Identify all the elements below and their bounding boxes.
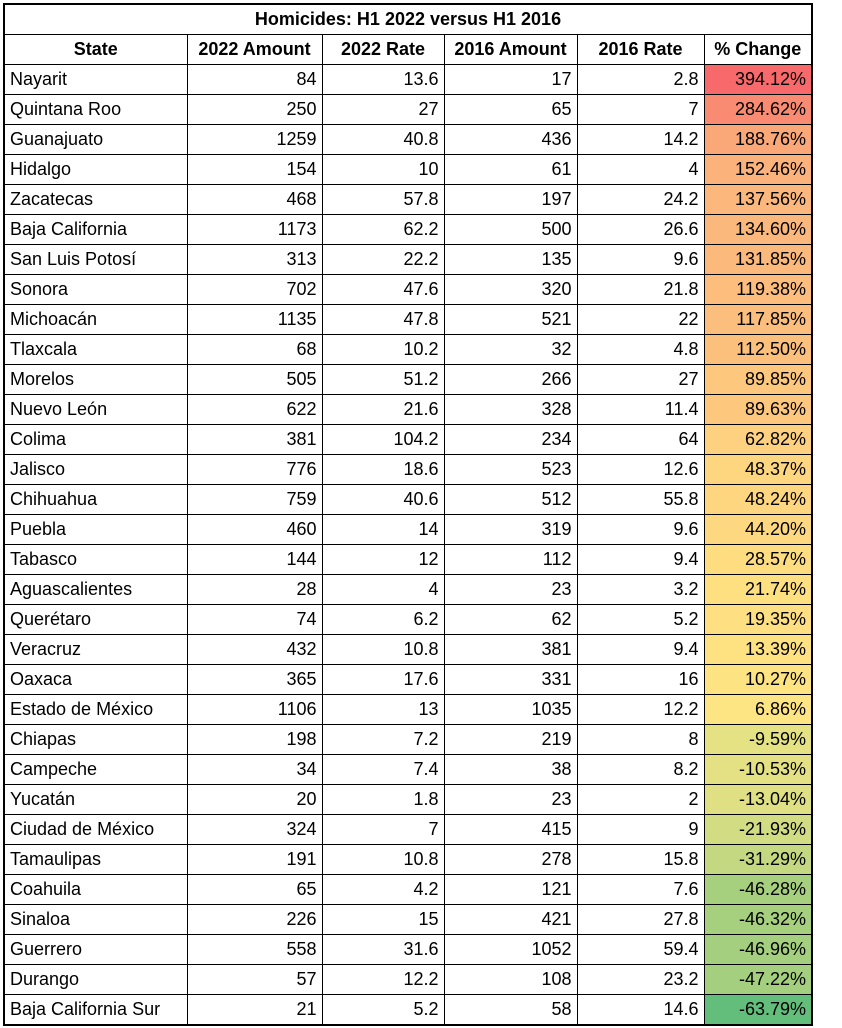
- cell-2022-amount[interactable]: 1259: [187, 125, 322, 155]
- cell-2016-amount[interactable]: 1035: [444, 695, 577, 725]
- cell-state[interactable]: Sonora: [4, 275, 187, 305]
- cell-2022-amount[interactable]: 154: [187, 155, 322, 185]
- cell-state[interactable]: Querétaro: [4, 605, 187, 635]
- table-row: [4, 575, 812, 605]
- cell-2016-rate[interactable]: 22: [577, 305, 704, 335]
- cell-state[interactable]: Zacatecas: [4, 185, 187, 215]
- cell-2022-amount[interactable]: 65: [187, 875, 322, 905]
- cell-pct-change[interactable]: 28.57%: [704, 545, 812, 575]
- cell-2016-rate[interactable]: 9: [577, 815, 704, 845]
- cell-2022-amount[interactable]: 21: [187, 995, 322, 1026]
- cell-2016-rate[interactable]: 24.2: [577, 185, 704, 215]
- cell-pct-change[interactable]: 131.85%: [704, 245, 812, 275]
- table-row: [4, 245, 812, 275]
- cell-2022-rate[interactable]: 51.2: [322, 365, 444, 395]
- cell-2022-rate[interactable]: 27: [322, 95, 444, 125]
- table-row: [4, 905, 812, 935]
- cell-state[interactable]: Puebla: [4, 515, 187, 545]
- cell-2016-amount[interactable]: 415: [444, 815, 577, 845]
- cell-2016-rate[interactable]: 8.2: [577, 755, 704, 785]
- cell-pct-change[interactable]: 394.12%: [704, 65, 812, 95]
- cell-state[interactable]: Oaxaca: [4, 665, 187, 695]
- cell-state[interactable]: Guanajuato: [4, 125, 187, 155]
- cell-2022-rate[interactable]: 22.2: [322, 245, 444, 275]
- cell-2022-rate[interactable]: 104.2: [322, 425, 444, 455]
- cell-2022-amount[interactable]: 191: [187, 845, 322, 875]
- cell-2022-amount[interactable]: 324: [187, 815, 322, 845]
- cell-2016-rate[interactable]: 3.2: [577, 575, 704, 605]
- table-row: [4, 725, 812, 755]
- cell-pct-change[interactable]: 62.82%: [704, 425, 812, 455]
- cell-2022-rate[interactable]: 13: [322, 695, 444, 725]
- cell-pct-change[interactable]: -31.29%: [704, 845, 812, 875]
- cell-2016-rate[interactable]: 9.4: [577, 545, 704, 575]
- cell-2016-rate[interactable]: 26.6: [577, 215, 704, 245]
- cell-2016-rate[interactable]: 5.2: [577, 605, 704, 635]
- cell-2016-rate[interactable]: 14.6: [577, 995, 704, 1026]
- table-row: [4, 455, 812, 485]
- table-row: [4, 815, 812, 845]
- cell-state[interactable]: Tamaulipas: [4, 845, 187, 875]
- cell-2016-rate[interactable]: 9.6: [577, 245, 704, 275]
- cell-state[interactable]: Durango: [4, 965, 187, 995]
- table-row: [4, 965, 812, 995]
- cell-2022-rate[interactable]: 57.8: [322, 185, 444, 215]
- cell-2016-rate[interactable]: 9.4: [577, 635, 704, 665]
- cell-pct-change[interactable]: -13.04%: [704, 785, 812, 815]
- cell-2022-amount[interactable]: 432: [187, 635, 322, 665]
- cell-pct-change[interactable]: 19.35%: [704, 605, 812, 635]
- cell-2016-amount[interactable]: 38: [444, 755, 577, 785]
- cell-state[interactable]: Baja California Sur: [4, 995, 187, 1026]
- table-row: [4, 365, 812, 395]
- cell-state[interactable]: Estado de México: [4, 695, 187, 725]
- cell-2016-rate[interactable]: 27.8: [577, 905, 704, 935]
- cell-2016-rate[interactable]: 7: [577, 95, 704, 125]
- cell-2016-rate[interactable]: 55.8: [577, 485, 704, 515]
- cell-state[interactable]: Aguascalientes: [4, 575, 187, 605]
- table-row: [4, 665, 812, 695]
- cell-2016-rate[interactable]: 11.4: [577, 395, 704, 425]
- cell-pct-change[interactable]: -63.79%: [704, 995, 812, 1026]
- cell-pct-change[interactable]: 137.56%: [704, 185, 812, 215]
- cell-2022-rate[interactable]: 7: [322, 815, 444, 845]
- cell-2022-amount[interactable]: 776: [187, 455, 322, 485]
- cell-2016-amount[interactable]: 58: [444, 995, 577, 1026]
- cell-2016-amount[interactable]: 436: [444, 125, 577, 155]
- cell-2016-amount[interactable]: 381: [444, 635, 577, 665]
- cell-2016-amount[interactable]: 331: [444, 665, 577, 695]
- table-row: [4, 185, 812, 215]
- cell-2022-amount[interactable]: 74: [187, 605, 322, 635]
- cell-pct-change[interactable]: -21.93%: [704, 815, 812, 845]
- cell-2022-rate[interactable]: 10.2: [322, 335, 444, 365]
- cell-state[interactable]: Morelos: [4, 365, 187, 395]
- cell-2022-rate[interactable]: 6.2: [322, 605, 444, 635]
- table-row: [4, 155, 812, 185]
- cell-2016-rate[interactable]: 4.8: [577, 335, 704, 365]
- cell-2016-amount[interactable]: 1052: [444, 935, 577, 965]
- table-row: [4, 95, 812, 125]
- table-row: [4, 515, 812, 545]
- cell-state[interactable]: Tlaxcala: [4, 335, 187, 365]
- table-row: [4, 995, 812, 1026]
- cell-pct-change[interactable]: 152.46%: [704, 155, 812, 185]
- cell-2016-amount[interactable]: 266: [444, 365, 577, 395]
- cell-2016-amount[interactable]: 219: [444, 725, 577, 755]
- cell-2016-amount[interactable]: 197: [444, 185, 577, 215]
- cell-2016-amount[interactable]: 328: [444, 395, 577, 425]
- cell-2022-rate[interactable]: 14: [322, 515, 444, 545]
- cell-2016-amount[interactable]: 108: [444, 965, 577, 995]
- cell-state[interactable]: Campeche: [4, 755, 187, 785]
- cell-pct-change[interactable]: -47.22%: [704, 965, 812, 995]
- table-row: [4, 215, 812, 245]
- cell-2022-amount[interactable]: 759: [187, 485, 322, 515]
- homicides-table: [3, 3, 813, 1026]
- cell-2016-rate[interactable]: 59.4: [577, 935, 704, 965]
- cell-2022-rate[interactable]: 40.6: [322, 485, 444, 515]
- cell-2022-rate[interactable]: 5.2: [322, 995, 444, 1026]
- cell-2022-amount[interactable]: 381: [187, 425, 322, 455]
- cell-2022-rate[interactable]: 7.2: [322, 725, 444, 755]
- cell-state[interactable]: Chiapas: [4, 725, 187, 755]
- cell-state[interactable]: Chihuahua: [4, 485, 187, 515]
- cell-2016-rate[interactable]: 27: [577, 365, 704, 395]
- cell-2016-amount[interactable]: 112: [444, 545, 577, 575]
- cell-pct-change[interactable]: 13.39%: [704, 635, 812, 665]
- table-row: [4, 875, 812, 905]
- cell-pct-change[interactable]: -9.59%: [704, 725, 812, 755]
- cell-pct-change[interactable]: 44.20%: [704, 515, 812, 545]
- cell-pct-change[interactable]: 89.85%: [704, 365, 812, 395]
- cell-2016-rate[interactable]: 4: [577, 155, 704, 185]
- cell-2016-rate[interactable]: 23.2: [577, 965, 704, 995]
- cell-2016-amount[interactable]: 32: [444, 335, 577, 365]
- table-row: [4, 755, 812, 785]
- cell-2022-rate[interactable]: 10: [322, 155, 444, 185]
- table-row: [4, 785, 812, 815]
- cell-pct-change[interactable]: 188.76%: [704, 125, 812, 155]
- cell-2022-rate[interactable]: 10.8: [322, 845, 444, 875]
- cell-2022-amount[interactable]: 1106: [187, 695, 322, 725]
- cell-2022-rate[interactable]: 31.6: [322, 935, 444, 965]
- cell-2022-rate[interactable]: 7.4: [322, 755, 444, 785]
- cell-2022-amount[interactable]: 57: [187, 965, 322, 995]
- cell-2022-amount[interactable]: 68: [187, 335, 322, 365]
- cell-2022-amount[interactable]: 144: [187, 545, 322, 575]
- cell-2022-rate[interactable]: 4: [322, 575, 444, 605]
- cell-2016-amount[interactable]: 319: [444, 515, 577, 545]
- cell-2022-rate[interactable]: 1.8: [322, 785, 444, 815]
- cell-2016-amount[interactable]: 523: [444, 455, 577, 485]
- cell-state[interactable]: Jalisco: [4, 455, 187, 485]
- cell-2022-rate[interactable]: 10.8: [322, 635, 444, 665]
- cell-pct-change[interactable]: -46.96%: [704, 935, 812, 965]
- cell-2016-amount[interactable]: 234: [444, 425, 577, 455]
- cell-2022-rate[interactable]: 12: [322, 545, 444, 575]
- cell-2016-amount[interactable]: 61: [444, 155, 577, 185]
- cell-2016-amount[interactable]: 17: [444, 65, 577, 95]
- table-row: [4, 545, 812, 575]
- cell-2016-rate[interactable]: 64: [577, 425, 704, 455]
- cell-2016-amount[interactable]: 23: [444, 785, 577, 815]
- cell-2022-amount[interactable]: 28: [187, 575, 322, 605]
- cell-2022-amount[interactable]: 20: [187, 785, 322, 815]
- table-row: [4, 485, 812, 515]
- cell-2016-rate[interactable]: 7.6: [577, 875, 704, 905]
- cell-pct-change[interactable]: -10.53%: [704, 755, 812, 785]
- cell-2016-amount[interactable]: 500: [444, 215, 577, 245]
- cell-2016-rate[interactable]: 8: [577, 725, 704, 755]
- header-2022-rate[interactable]: 2022 Rate: [322, 35, 444, 65]
- header-2022-amount[interactable]: 2022 Amount: [187, 35, 322, 65]
- cell-2022-rate[interactable]: 18.6: [322, 455, 444, 485]
- cell-2016-rate[interactable]: 12.2: [577, 695, 704, 725]
- cell-2016-amount[interactable]: 278: [444, 845, 577, 875]
- header-row: [4, 35, 812, 65]
- cell-2022-amount[interactable]: 365: [187, 665, 322, 695]
- cell-2016-rate[interactable]: 16: [577, 665, 704, 695]
- cell-2022-amount[interactable]: 468: [187, 185, 322, 215]
- cell-state[interactable]: Quintana Roo: [4, 95, 187, 125]
- cell-2022-amount[interactable]: 226: [187, 905, 322, 935]
- header-2016-amount[interactable]: 2016 Amount: [444, 35, 577, 65]
- cell-2022-rate[interactable]: 4.2: [322, 875, 444, 905]
- cell-pct-change[interactable]: 89.63%: [704, 395, 812, 425]
- cell-pct-change[interactable]: 112.50%: [704, 335, 812, 365]
- table-row: [4, 425, 812, 455]
- cell-2022-rate[interactable]: 17.6: [322, 665, 444, 695]
- cell-2022-rate[interactable]: 62.2: [322, 215, 444, 245]
- header-2016-rate[interactable]: 2016 Rate: [577, 35, 704, 65]
- cell-2016-amount[interactable]: 121: [444, 875, 577, 905]
- cell-state[interactable]: Guerrero: [4, 935, 187, 965]
- cell-2022-amount[interactable]: 84: [187, 65, 322, 95]
- cell-2016-amount[interactable]: 421: [444, 905, 577, 935]
- cell-2022-rate[interactable]: 13.6: [322, 65, 444, 95]
- cell-2016-rate[interactable]: 2: [577, 785, 704, 815]
- table-row: [4, 65, 812, 95]
- cell-2022-amount[interactable]: 702: [187, 275, 322, 305]
- cell-2016-rate[interactable]: 14.2: [577, 125, 704, 155]
- cell-pct-change[interactable]: 48.37%: [704, 455, 812, 485]
- table-body: [4, 65, 812, 1026]
- cell-state[interactable]: Ciudad de México: [4, 815, 187, 845]
- cell-2016-rate[interactable]: 21.8: [577, 275, 704, 305]
- cell-2022-amount[interactable]: 34: [187, 755, 322, 785]
- cell-2022-rate[interactable]: 47.6: [322, 275, 444, 305]
- table-row: [4, 125, 812, 155]
- table-row: [4, 605, 812, 635]
- cell-2022-amount[interactable]: 313: [187, 245, 322, 275]
- cell-2022-amount[interactable]: 505: [187, 365, 322, 395]
- cell-2022-amount[interactable]: 460: [187, 515, 322, 545]
- cell-2016-amount[interactable]: 65: [444, 95, 577, 125]
- cell-2022-rate[interactable]: 40.8: [322, 125, 444, 155]
- table-row: [4, 305, 812, 335]
- cell-state[interactable]: Michoacán: [4, 305, 187, 335]
- cell-state[interactable]: Baja California: [4, 215, 187, 245]
- cell-2016-amount[interactable]: 521: [444, 305, 577, 335]
- cell-2022-rate[interactable]: 47.8: [322, 305, 444, 335]
- cell-state[interactable]: Hidalgo: [4, 155, 187, 185]
- cell-pct-change[interactable]: 134.60%: [704, 215, 812, 245]
- table-row: [4, 635, 812, 665]
- cell-2016-amount[interactable]: 23: [444, 575, 577, 605]
- table-title[interactable]: Homicides: H1 2022 versus H1 2016: [4, 4, 812, 35]
- cell-state[interactable]: Sinaloa: [4, 905, 187, 935]
- spreadsheet: [3, 3, 813, 1026]
- cell-2022-rate[interactable]: 21.6: [322, 395, 444, 425]
- cell-2022-rate[interactable]: 12.2: [322, 965, 444, 995]
- cell-2016-rate[interactable]: 12.6: [577, 455, 704, 485]
- cell-2016-amount[interactable]: 62: [444, 605, 577, 635]
- cell-2022-amount[interactable]: 622: [187, 395, 322, 425]
- cell-state[interactable]: Coahuila: [4, 875, 187, 905]
- cell-state[interactable]: Tabasco: [4, 545, 187, 575]
- cell-2022-amount[interactable]: 250: [187, 95, 322, 125]
- cell-state[interactable]: Veracruz: [4, 635, 187, 665]
- cell-state[interactable]: Nayarit: [4, 65, 187, 95]
- cell-pct-change[interactable]: -46.32%: [704, 905, 812, 935]
- cell-2016-rate[interactable]: 9.6: [577, 515, 704, 545]
- cell-pct-change[interactable]: 6.86%: [704, 695, 812, 725]
- cell-state[interactable]: San Luis Potosí: [4, 245, 187, 275]
- table-row: [4, 335, 812, 365]
- cell-state[interactable]: Nuevo León: [4, 395, 187, 425]
- table-row: [4, 845, 812, 875]
- cell-pct-change[interactable]: 10.27%: [704, 665, 812, 695]
- cell-state[interactable]: Colima: [4, 425, 187, 455]
- cell-2016-rate[interactable]: 2.8: [577, 65, 704, 95]
- table-row: [4, 275, 812, 305]
- cell-2016-rate[interactable]: 15.8: [577, 845, 704, 875]
- cell-pct-change[interactable]: 284.62%: [704, 95, 812, 125]
- cell-2016-amount[interactable]: 320: [444, 275, 577, 305]
- cell-pct-change[interactable]: -46.28%: [704, 875, 812, 905]
- table-row: [4, 395, 812, 425]
- cell-pct-change[interactable]: 117.85%: [704, 305, 812, 335]
- table-row: [4, 935, 812, 965]
- table-row: [4, 695, 812, 725]
- header-pct-change[interactable]: % Change: [704, 35, 812, 65]
- cell-2022-amount[interactable]: 558: [187, 935, 322, 965]
- cell-2022-amount[interactable]: 1173: [187, 215, 322, 245]
- cell-pct-change[interactable]: 21.74%: [704, 575, 812, 605]
- cell-2022-amount[interactable]: 198: [187, 725, 322, 755]
- cell-2016-amount[interactable]: 512: [444, 485, 577, 515]
- header-state[interactable]: State: [4, 35, 187, 65]
- cell-pct-change[interactable]: 48.24%: [704, 485, 812, 515]
- cell-2016-amount[interactable]: 135: [444, 245, 577, 275]
- cell-2022-amount[interactable]: 1135: [187, 305, 322, 335]
- cell-2022-rate[interactable]: 15: [322, 905, 444, 935]
- cell-state[interactable]: Yucatán: [4, 785, 187, 815]
- cell-pct-change[interactable]: 119.38%: [704, 275, 812, 305]
